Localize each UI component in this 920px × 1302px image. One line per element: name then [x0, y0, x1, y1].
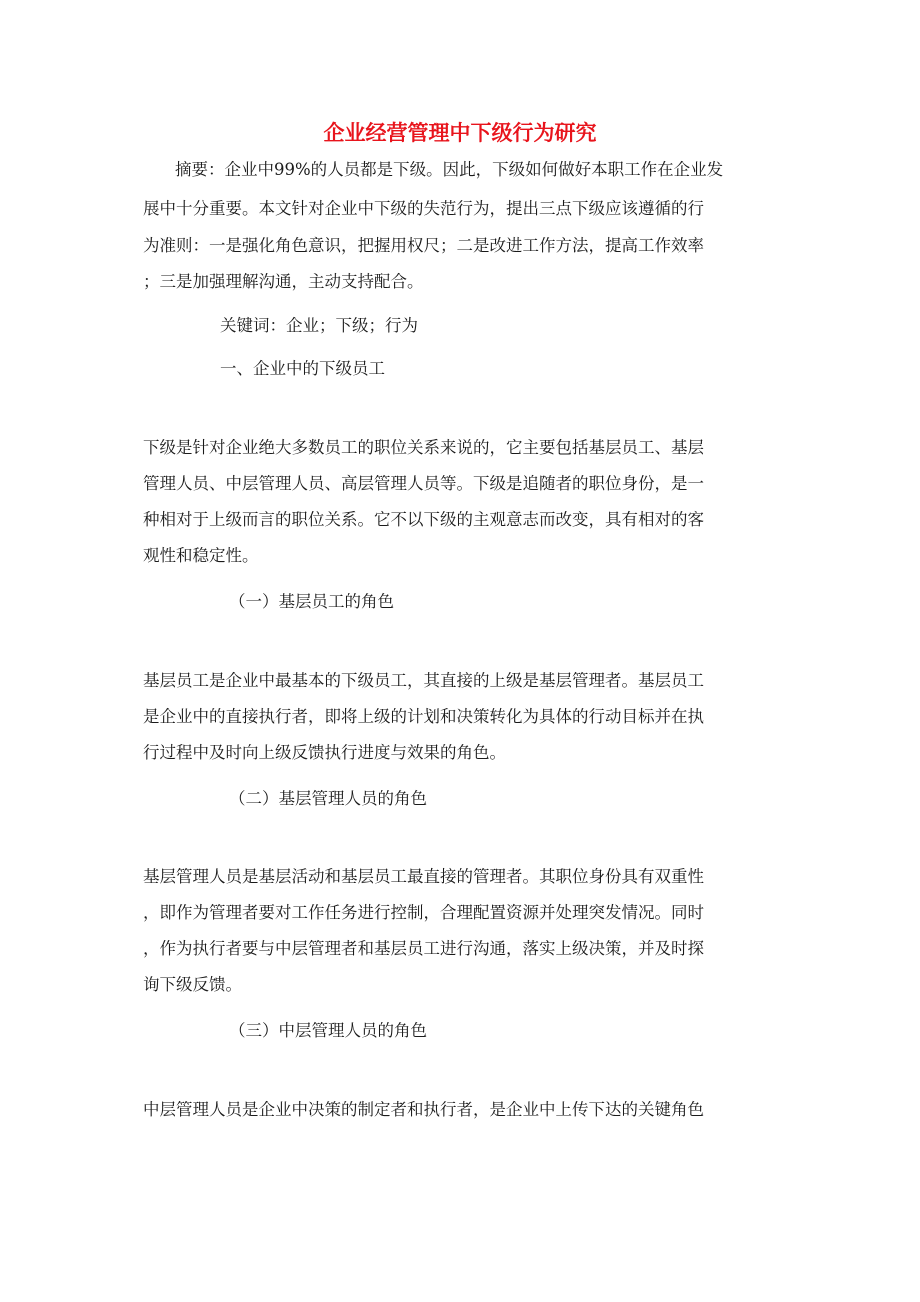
paragraph-line: ，即作为管理者要对工作任务进行控制，合理配置资源并处理突发情况。同时: [143, 903, 704, 922]
paragraph-line: 是企业中的直接执行者，即将上级的计划和决策转化为具体的行动目标并在执: [143, 707, 704, 726]
subsection1-paragraph: [143, 665, 704, 769]
paragraph-line: 基层员工是企业中最基本的下级员工，其直接的上级是基层管理者。基层员工: [143, 671, 704, 690]
section1-paragraph: [143, 432, 704, 572]
subsection-heading-3: （三）中层管理人员的角色: [229, 1021, 427, 1040]
paragraph-line: 种相对于上级而言的职位关系。它不以下级的主观意志而改变，具有相对的客: [143, 510, 704, 529]
paragraph-line: 基层管理人员是基层活动和基层员工最直接的管理者。其职位身份具有双重性: [143, 867, 704, 886]
abstract-line-4: ；三是加强理解沟通，主动支持配合。: [143, 272, 424, 291]
keywords: 关键词：企业；下级；行为: [220, 316, 418, 335]
abstract-line-2: 展中十分重要。本文针对企业中下级的失范行为，提出三点下级应该遵循的行: [143, 199, 704, 218]
paragraph-line: 下级是针对企业绝大多数员工的职位关系来说的，它主要包括基层员工、基层: [143, 438, 704, 457]
subsection-heading-1: （一）基层员工的角色: [229, 592, 394, 611]
paragraph-line: ，作为执行者要与中层管理者和基层员工进行沟通，落实上级决策，并及时探: [143, 939, 704, 958]
section-heading-1: 一、企业中的下级员工: [220, 359, 385, 378]
subsection2-paragraph: [143, 861, 704, 1001]
subsection-heading-2: （二）基层管理人员的角色: [229, 789, 427, 808]
abstract-line-1: 摘要：企业中99%的人员都是下级。因此，下级如何做好本职工作在企业发: [175, 160, 724, 179]
document-title: 企业经营管理中下级行为研究: [323, 121, 597, 145]
paragraph-line: 中层管理人员是企业中决策的制定者和执行者，是企业中上传下达的关键角色: [143, 1100, 704, 1119]
paragraph-line: 管理人员、中层管理人员、高层管理人员等。下级是追随者的职位身份，是一: [143, 474, 704, 493]
abstract-line-3: 为准则：一是强化角色意识，把握用权尺；二是改进工作方法，提高工作效率: [143, 236, 704, 255]
paragraph-line: 询下级反馈。: [143, 975, 242, 994]
subsection3-paragraph: [143, 1094, 704, 1126]
paragraph-line: 观性和稳定性。: [143, 546, 259, 565]
paragraph-line: 行过程中及时向上级反馈执行进度与效果的角色。: [143, 743, 506, 762]
